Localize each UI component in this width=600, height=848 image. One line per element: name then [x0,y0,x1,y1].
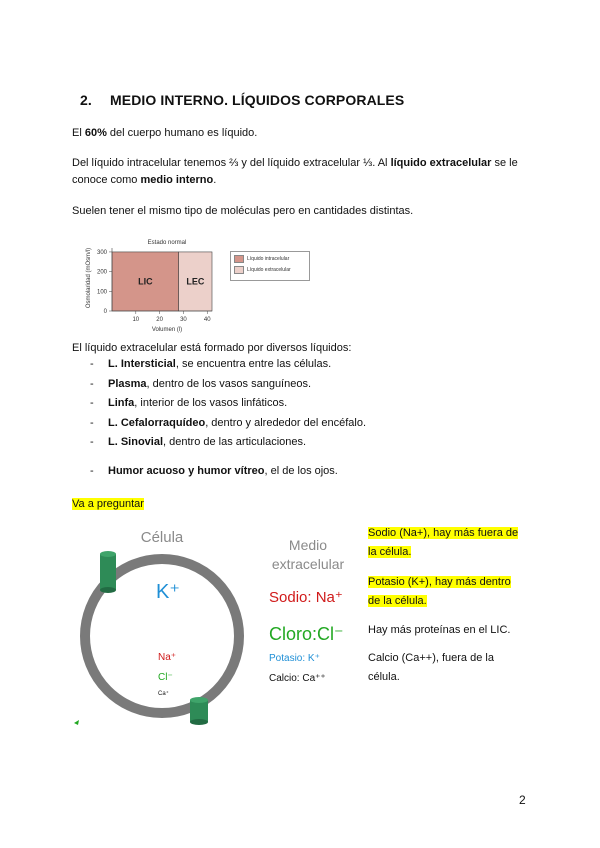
chart-ytick-label: 0 [103,309,107,315]
note-potasio [368,573,526,611]
outside-cloro: Cloro:Cl⁻ [269,624,344,644]
leaf-icon [74,720,79,725]
chart-xtick-label: 20 [156,317,163,323]
outside-potasio: Potasio: K⁺ [269,653,320,664]
para2-b2: medio interno [140,174,214,186]
cell-label: Célula [140,529,184,546]
paragraph-fractions [72,155,532,189]
ion-channel-bottom [190,697,208,725]
chart-xlabel: Volumen (l) [151,327,183,333]
page-number: 2 [519,793,526,807]
chart-ylabel: Osmolaridad (mOsm/l) [86,247,92,309]
chart-legend [230,251,310,281]
list-item-rest: , interior de los vasos linfáticos. [134,397,288,409]
list-dash: - [90,436,94,448]
list-item-rest: , dentro de las articulaciones. [163,436,307,448]
list-item [90,465,366,485]
list-dash: - [90,416,94,429]
list-item [90,378,366,398]
list-item-rest: , dentro de los vasos sanguíneos. [146,377,312,390]
note-potasio-text: Potasio (K+), hay más dentro de la célula. [368,576,511,607]
chart-ytick-label: 100 [96,289,107,296]
list-dash: - [90,397,94,409]
para1-bold: 60% [84,127,107,139]
para1-post: del cuerpo humano es líquido. [106,127,258,139]
exam-note-text: Va a preguntar [72,498,144,510]
legend-swatch-lec [234,266,244,274]
para2-t1: Del líquido intracelular tenemos ⅔ y del líquido extracelular ⅓. Al [72,157,391,169]
list-item [90,397,366,417]
list-item-bold: Plasma [108,377,147,390]
ion-channel-top [100,551,116,593]
chart-ytick-label: 200 [96,269,107,276]
para1-pre: El [72,127,85,139]
list-item-rest: , el de los ojos. [264,464,338,477]
inside-ca: Ca⁺ [158,691,169,697]
chart-segment-label-lec: LEC [186,276,205,287]
list-dash: - [90,464,94,477]
note-sodio [368,524,526,562]
medio-line2: extracelular [271,556,345,572]
outside-calcio: Calcio: Ca⁺⁺ [269,673,326,684]
legend-item-lic [234,255,306,263]
list-item-bold: Humor acuoso y humor vítreo [108,464,265,477]
inside-k: K⁺ [156,581,180,603]
chart-segment-label-lic: LIC [138,276,153,287]
outside-sodio: Sodio: Na⁺ [269,589,343,606]
list-item-bold: Linfa [108,397,135,409]
legend-label-lec: Líquido extracelular [247,267,291,273]
cell-diagram [70,520,360,730]
list-item [90,358,366,378]
legend-item-lec [234,266,306,274]
chart-title: Estado normal [147,240,187,246]
section-number: 2. [80,92,92,108]
note-proteinas: Hay más proteínas en el LIC. [368,624,511,636]
para2-t3: . [213,174,217,186]
list-item [90,417,366,437]
para2-b1: líquido extracelular [390,157,492,169]
inside-cl: Cl⁻ [158,672,173,683]
list-intro: El líquido extracelular está formado por diversos líquidos: [72,342,352,354]
fluid-list [90,358,366,484]
inside-na: Na⁺ [158,652,177,663]
medio-line1: Medio [288,537,328,553]
list-item [90,436,366,456]
list-dash: - [90,358,94,370]
list-item-rest: , dentro y alrededor del encéfalo. [205,416,367,429]
list-item-bold: L. Sinovial [108,436,164,448]
paragraph-molecules: Suelen tener el mismo tipo de moléculas pero en cantidades distintas. [72,205,414,217]
section-title: MEDIO INTERNO. LÍQUIDOS CORPORALES [110,92,405,108]
exam-note [72,496,532,513]
list-item-bold: L. Cefalorraquídeo [108,416,206,429]
list-item-rest: , se encuentra entre las células. [175,358,332,370]
section-heading [80,92,404,108]
paragraph-percent [72,125,532,142]
chart-ytick-label: 300 [96,249,107,256]
list-dash: - [90,377,94,390]
legend-swatch-lic [234,255,244,263]
note-sodio-text: Sodio (Na+), hay más fuera de la célula. [368,527,519,558]
list-item-bold: L. Intersticial [108,358,176,370]
legend-label-lic: Líquido intracelular [247,256,290,262]
para2-t2: se le conoce como [72,157,518,186]
chart-xtick-label: 10 [132,317,140,323]
chart-xtick-label: 30 [180,317,187,323]
chart-xtick-label: 40 [203,317,211,323]
note-calcio: Calcio (Ca++), fuera de la célula. [368,652,494,683]
